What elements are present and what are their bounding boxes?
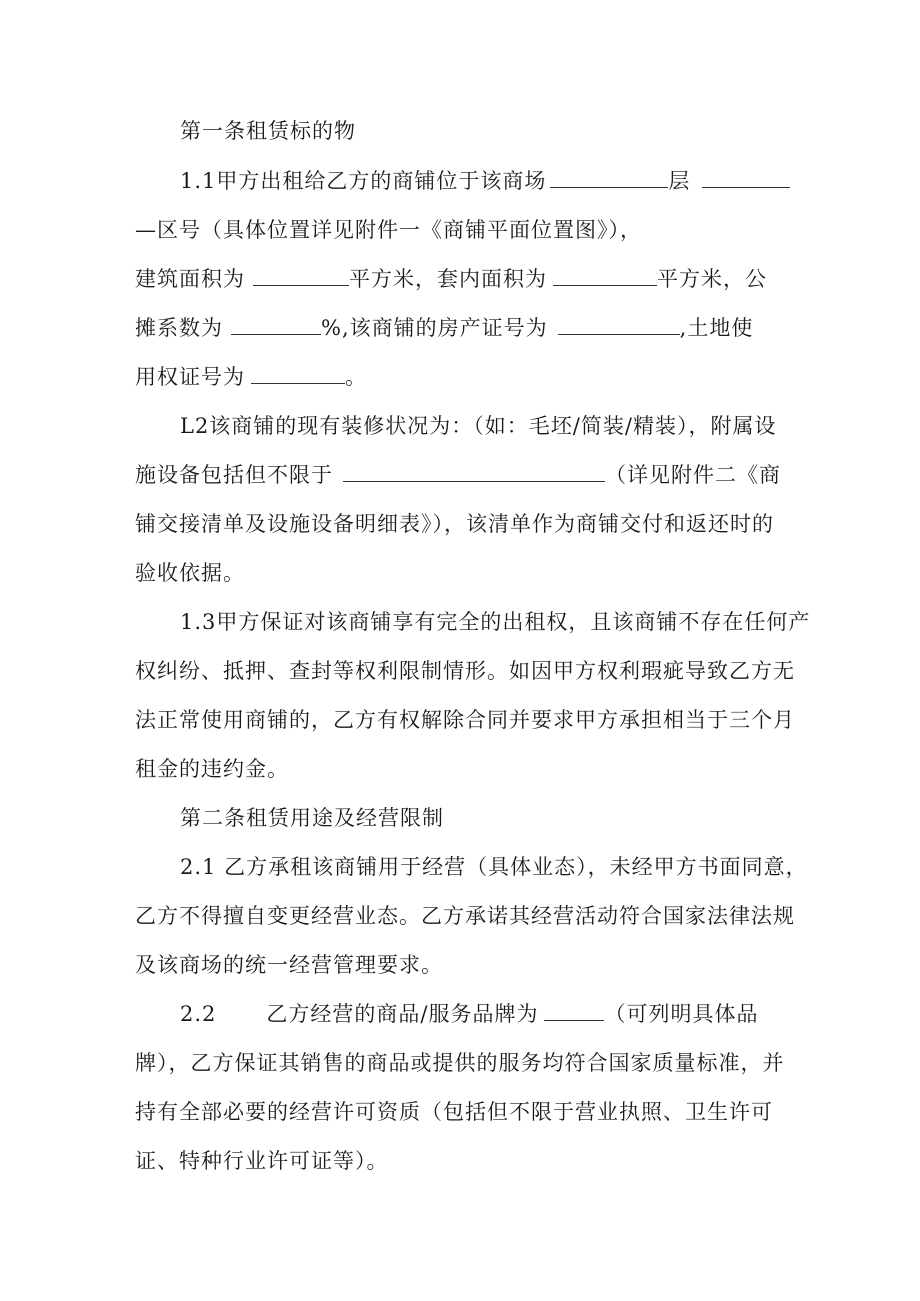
inner-area-blank [553, 267, 657, 286]
building-area-blank [253, 267, 349, 286]
clause-1-2-line-3: 铺交接清单及设施设备明细表》），该清单作为商铺交付和返还时的 [135, 512, 774, 536]
facilities-blank [343, 463, 605, 482]
share-ratio-blank [231, 316, 321, 335]
clause-1-2-line-4: 验收依据。 [135, 561, 245, 585]
clause-1-1-line-5: 用权证号为 。 [135, 365, 367, 389]
article-2-heading: 第二条租赁用途及经营限制 [180, 806, 444, 830]
clause-1-3-line-4: 租金的违约金。 [135, 757, 289, 781]
clause-2-2-line-1: 2.2 乙方经营的商品/服务品牌为 （可列明具体品 [180, 1002, 759, 1026]
article-1-heading: 第一条租赁标的物 [180, 119, 356, 143]
land-cert-blank [251, 365, 345, 384]
clause-1-2-line-1: L2该商铺的现有装修状况为：（如：毛坯/简装/精装），附属设 [180, 414, 777, 438]
zone-blank [702, 169, 790, 188]
clause-1-3-line-3: 法正常使用商铺的，乙方有权解除合同并要求甲方承担相当于三个月 [135, 708, 795, 732]
clause-2-1-line-3: 及该商场的统一经营管理要求。 [135, 953, 443, 977]
clause-1-1-line-2: —区号（具体位置详见附件一《商铺平面位置图》）， [135, 218, 642, 242]
clause-2-1-line-1: 2.1 乙方承租该商铺用于经营（具体业态），未经甲方书面同意， [180, 855, 808, 879]
clause-1-3-line-1: 1.3甲方保证对该商铺享有完全的出租权，且该商铺不存在任何产 [180, 610, 811, 634]
brand-blank [544, 1002, 604, 1021]
clause-1-1-line-4: 摊系数为 %,该商铺的房产证号为 ,土地使 [135, 316, 754, 340]
clause-1-1-line-1: 1.1甲方出租给乙方的商铺位于该商场 层 [180, 167, 790, 195]
clause-2-2-line-4: 证、特种行业许可证等）。 [135, 1149, 389, 1173]
clause-1-2-line-2: 施设备包括但不限于 （详见附件二《商 [135, 463, 781, 487]
floor-blank [550, 169, 668, 188]
clause-2-2-line-3: 持有全部必要的经营许可资质（包括但不限于营业执照、卫生许可 [135, 1100, 773, 1124]
clause-1-1-line-3: 建筑面积为 平方米，套内面积为 平方米，公 [135, 267, 767, 291]
clause-2-1-line-2: 乙方不得擅自变更经营业态。乙方承诺其经营活动符合国家法律法规 [135, 904, 795, 928]
clause-2-2-line-2: 牌），乙方保证其销售的商品或提供的服务均符合国家质量标准，并 [135, 1051, 785, 1075]
property-cert-blank [558, 316, 680, 335]
clause-1-3-line-2: 权纠纷、抵押、查封等权利限制情形。如因甲方权利瑕疵导致乙方无 [135, 659, 795, 683]
